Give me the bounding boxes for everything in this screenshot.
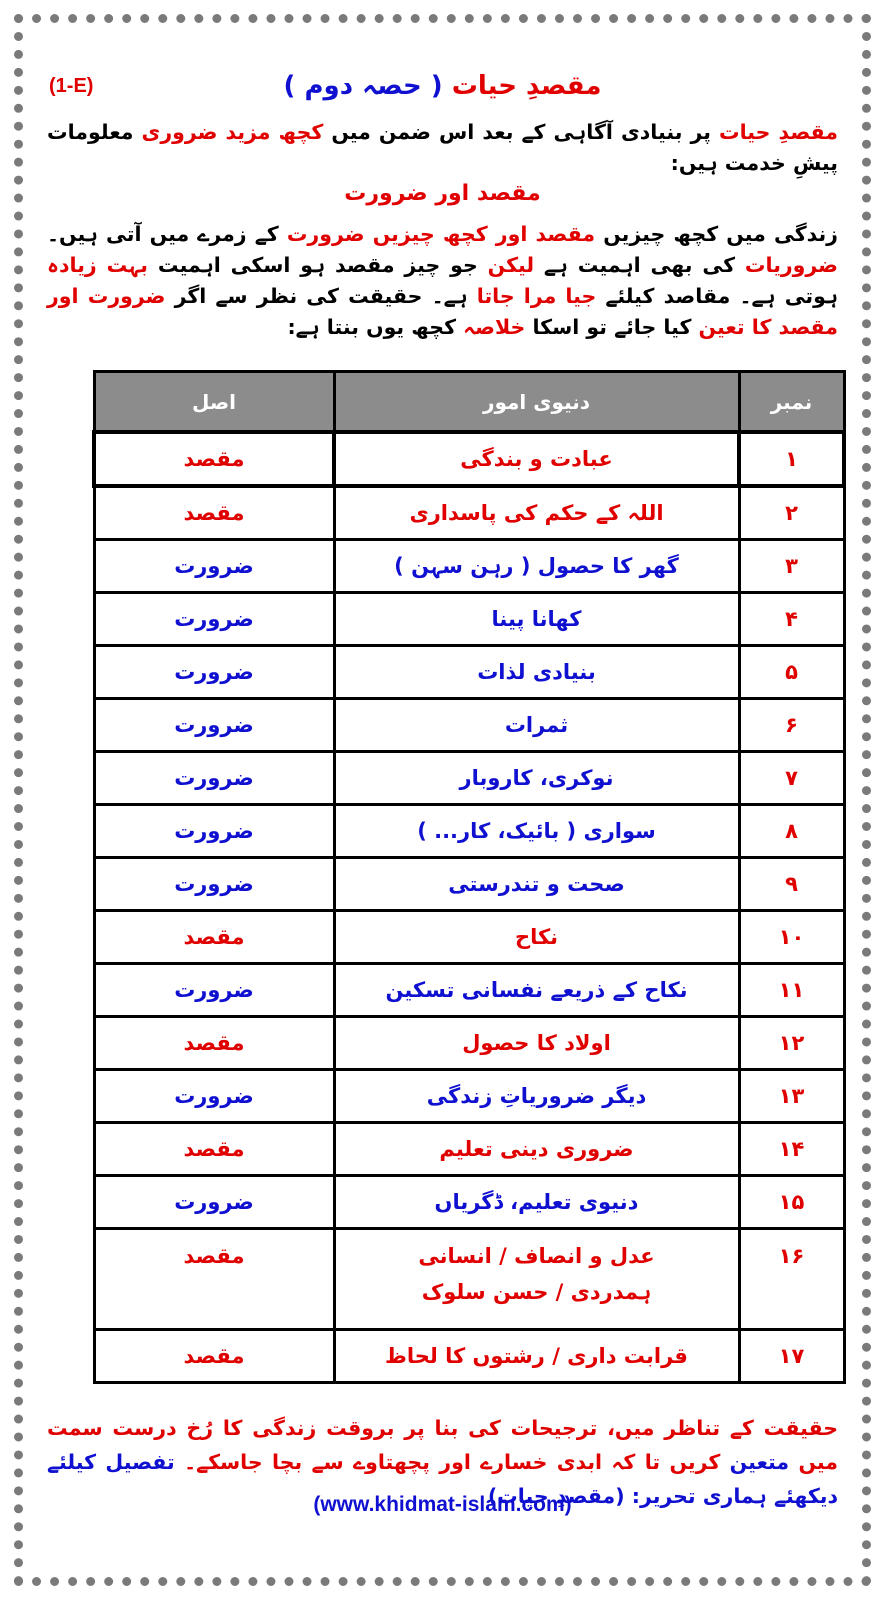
- row-item: نکاح: [334, 911, 739, 964]
- row-item-line-2: ہمدردی / حسن سلوک: [421, 1280, 652, 1304]
- title-part: ( حصہ دوم ): [283, 71, 443, 101]
- document-content: [37, 31, 848, 1569]
- row-category: ضرورت: [94, 858, 334, 911]
- row-number: ۶: [739, 699, 844, 752]
- table-row: [94, 858, 844, 911]
- row-item: اللہ کے حکم کی پاسداری: [334, 486, 739, 540]
- row-category: مقصد: [94, 1123, 334, 1176]
- row-category: ضرورت: [94, 646, 334, 699]
- row-number: ۱۰: [739, 911, 844, 964]
- row-item: [334, 1229, 739, 1330]
- row-item: ضروری دینی تعلیم: [334, 1123, 739, 1176]
- row-category: ضرورت: [94, 805, 334, 858]
- table-row: [94, 593, 844, 646]
- table-row: [94, 911, 844, 964]
- row-category: ضرورت: [94, 540, 334, 593]
- row-item: نکاح کے ذریعے نفسانی تسکین: [334, 964, 739, 1017]
- row-item: دیگر ضروریاتِ زندگی: [334, 1070, 739, 1123]
- purpose-necessity-table: [92, 370, 846, 1384]
- row-category: ضرورت: [94, 593, 334, 646]
- table-row: [94, 1330, 844, 1383]
- table-row: [94, 540, 844, 593]
- row-number: ۱۳: [739, 1070, 844, 1123]
- row-number: ۴: [739, 593, 844, 646]
- table-row: [94, 805, 844, 858]
- row-number: ۱۴: [739, 1123, 844, 1176]
- dotted-border-frame: [14, 14, 871, 1586]
- table-row: [94, 1017, 844, 1070]
- row-category: ضرورت: [94, 964, 334, 1017]
- row-category: ضرورت: [94, 752, 334, 805]
- row-number: ۱۲: [739, 1017, 844, 1070]
- table-row: [94, 1229, 844, 1330]
- row-item: اولاد کا حصول: [334, 1017, 739, 1070]
- row-item: سواری ( بائیک، کار... ): [334, 805, 739, 858]
- row-category: مقصد: [94, 1330, 334, 1383]
- table-row: [94, 1070, 844, 1123]
- document-code: (1-E): [49, 75, 94, 97]
- row-category: مقصد: [94, 486, 334, 540]
- header-number: نمبر: [739, 372, 844, 433]
- table-row: [94, 486, 844, 540]
- section-subheading: مقصد اور ضرورت: [344, 181, 541, 206]
- table-row: [94, 1176, 844, 1229]
- row-category: مقصد: [94, 911, 334, 964]
- row-category: مقصد: [94, 1229, 334, 1330]
- row-item-line-1: عدل و انصاف / انسانی: [418, 1244, 655, 1268]
- row-number: ۱۶: [739, 1229, 844, 1330]
- row-item: قرابت داری / رشتوں کا لحاظ: [334, 1330, 739, 1383]
- table-row: [94, 699, 844, 752]
- table-row: [94, 646, 844, 699]
- table-row: [94, 752, 844, 805]
- row-number: ۱۱: [739, 964, 844, 1017]
- row-number: ۱: [739, 432, 844, 486]
- page-title: [37, 71, 848, 101]
- row-category: مقصد: [94, 1017, 334, 1070]
- row-number: ۵: [739, 646, 844, 699]
- row-number: ۳: [739, 540, 844, 593]
- row-number: ۸: [739, 805, 844, 858]
- intro-paragraph: مقصدِ حیات پر بنیادی آگاہی کے بعد اس ضمن میں کچھ مزید ضروری معلومات پیشِ خدمت ہیں:: [47, 120, 838, 175]
- row-category: ضرورت: [94, 1176, 334, 1229]
- body-paragraph: زندگی میں کچھ چیزیں مقصد اور کچھ چیزیں ضرورت کے زمرے میں آتی ہیں۔ضروریات کی بھی اہمیت ہے لیکن جو چیز مقصد ہو اسکی اہمیت بہت زیادہ ہوتی ہے۔ مقاصد کیلئے جیا مرا جاتا ہے۔ حقیقت کی نظر سے اگر ضرورت اور مقصد کا تعین کیا جائے تو اسکا خلاصہ کچھ یوں بنتا ہے:: [47, 222, 838, 339]
- row-category: ضرورت: [94, 699, 334, 752]
- row-item: عبادت و بندگی: [334, 432, 739, 486]
- row-item: ثمرات: [334, 699, 739, 752]
- row-item: دنیوی تعلیم، ڈگریاں: [334, 1176, 739, 1229]
- table-row: [94, 432, 844, 486]
- title-main: مقصدِ حیات: [451, 71, 602, 101]
- row-item: نوکری، کاروبار: [334, 752, 739, 805]
- footer-note: حقیقت کے تناظر میں، ترجیحات کی بنا پر بروقت زندگی کا رُخ درست سمت میں متعین کریں تا کہ ابدی خسارے اور پچھتاوے سے بچا جاسکے۔ تفصیل کیلئے دیکھئے ہماری تحریر: (مقصدِ حیات): [47, 1416, 838, 1508]
- row-category: ضرورت: [94, 1070, 334, 1123]
- row-item: بنیادی لذات: [334, 646, 739, 699]
- row-number: ۹: [739, 858, 844, 911]
- row-number: ۱۷: [739, 1330, 844, 1383]
- row-item: صحت و تندرستی: [334, 858, 739, 911]
- header-essence: اصل: [94, 372, 334, 433]
- header-worldly-affairs: دنیوی امور: [334, 372, 739, 433]
- table-row: [94, 1123, 844, 1176]
- row-category: مقصد: [94, 432, 334, 486]
- row-number: ۱۵: [739, 1176, 844, 1229]
- row-number: ۲: [739, 486, 844, 540]
- row-number: ۷: [739, 752, 844, 805]
- table-header-row: [94, 372, 844, 433]
- table-row: [94, 964, 844, 1017]
- row-item: کھانا پینا: [334, 593, 739, 646]
- website-link[interactable]: (www.khidmat-islam.com): [313, 1493, 572, 1516]
- row-item: گھر کا حصول ( رہن سہن ): [334, 540, 739, 593]
